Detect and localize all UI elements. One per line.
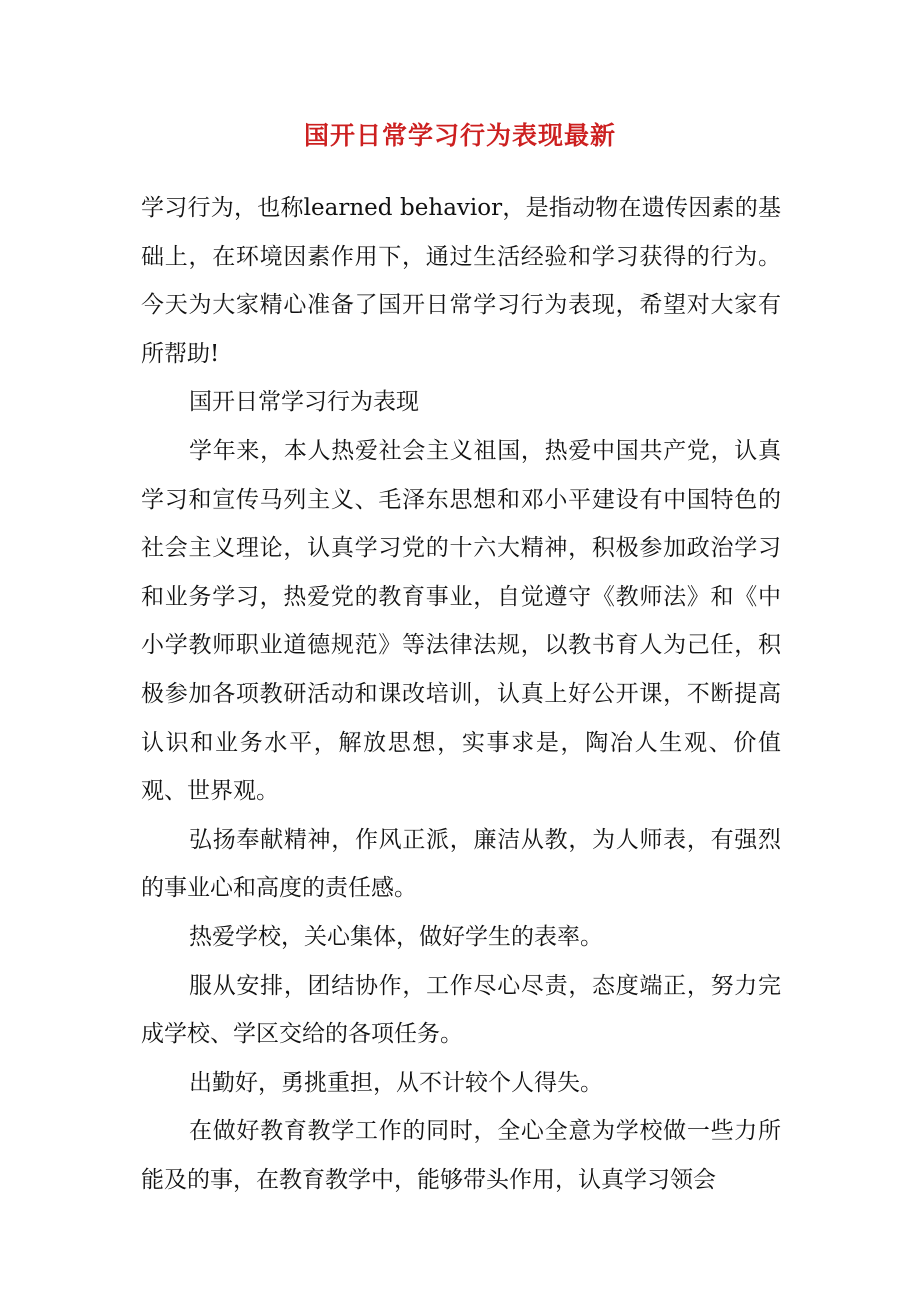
body-paragraph: 弘扬奉献精神，作风正派，廉洁从教，为人师表，有强烈的事业心和高度的责任感。 — [141, 826, 781, 902]
section-heading: 国开日常学习行为表现 — [189, 389, 419, 416]
body-paragraph: 出勤好，勇挑重担，从不计较个人得失。 — [189, 1069, 603, 1096]
intro-paragraph: 学习行为，也称learned behavior，是指动物在遗传因素的基础上，在环境因素作用下，通过生活经验和学习获得的行为。 今天为大家精心准备了国开日常学习行为表现，希望对大家有所帮助! — [141, 195, 781, 367]
body-paragraph: 服从安排，团结协作，工作尽心尽责，态度端正，努力完成学校、学区交给的各项任务。 — [141, 972, 781, 1048]
document-body — [141, 184, 781, 1204]
body-paragraph: 热爱学校，关心集体，做好学生的表率。 — [189, 923, 603, 950]
document-title: 国开日常学习行为表现最新 — [303, 121, 616, 150]
body-paragraph: 学年来，本人热爱社会主义祖国，热爱中国共产党，认真学习和宣传马列主义、毛泽东思想和邓小平建设有中国特色的社会主义理论，认真学习党的十六大精神，积极参加政治学习和业务学习，热爱党的教育事业，自觉遵守《教师法》和《中小学教师职业道德规范》等法律法规，以教书育人为己任，积极参加各项教研活动和课改培训，认真上好公开课，不断提高认识和业务水平，解放思想，实事求是，陶冶人生观、价值观、世界观。 — [141, 437, 781, 805]
body-paragraph: 在做好教育教学工作的同时，全心全意为学校做一些力所能及的事，在教育教学中，能够带头作用，认真学习领会 — [141, 1118, 781, 1193]
